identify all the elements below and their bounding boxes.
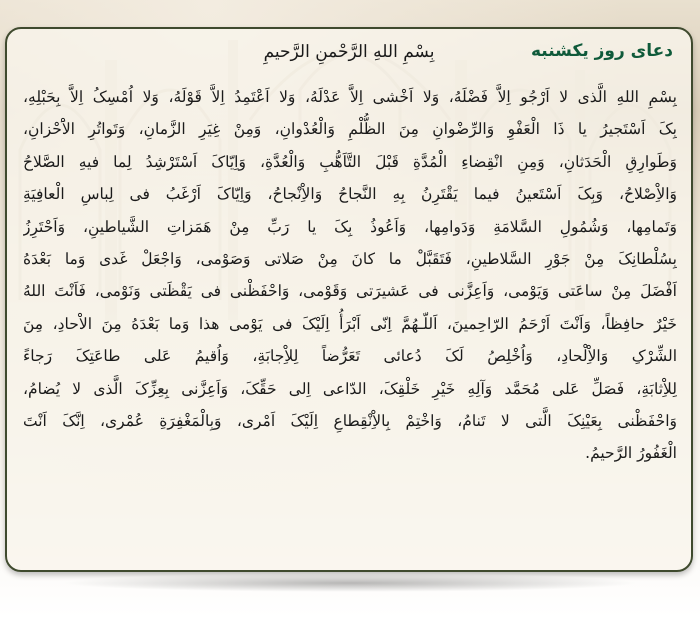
prayer-line: خَیْرٌ حافِظاً، وَاَنْتَ اَرْحَمُ الرّاحِمینَ، اَللّـهُمَّ اِنّی اَبْرَأُ اِلَیْکَ فی یَوْمی هذا وَما بَعْدَهُ مِنَ الاْحادِ، مِنَ — [23, 314, 677, 333]
prayer-line: وَالاِْصْلاحُ، وَبِکَ اَسْتَعینُ فیما یَقْتَرِنُ بِهِ النَّجاحُ وَالاِْنْجاحُ، وَاِیّاکَ اَرْغَبُ فی لِباسِ الْعافِیَةِ — [23, 185, 677, 204]
prayer-line: وَطَوارِقِ الْحَدَثانِ، وَمِنِ انْقِضاءِ الْمُدَّةِ قَبْلَ التَّاَهُّبِ وَالْعُدَّةِ، وَاِیّاکَ اَسْتَرْشِدُ لِما فیهِ الصَّلاحُ — [23, 152, 677, 171]
panel-shadow — [60, 574, 640, 592]
prayer-line: وَتَمامِها، وَشُمُولِ السَّلامَةِ وَدَوامِها، وَاَعُوذُ بِکَ یا رَبِّ مِنْ هَمَزاتِ الشَّیاطینِ، وَاَحْتَرِزُ — [23, 217, 677, 236]
prayer-line: بِسُلْطانِکَ مِنْ جَوْرِ السَّلاطینِ، فَتَقَبَّلْ ما کانَ مِنْ صَلاتی وَصَوْمی، وَاجْعَلْ غَدی وَما بَعْدَهُ — [23, 249, 677, 268]
prayer-panel — [5, 27, 693, 572]
prayer-line: الشِّرْکِ وَالاِْلْحادِ، وَاُخْلِصُ لَکَ دُعائی تَعَرُّضاً لِلاِْجابَةِ، وَاُقیمُ عَلی طاعَتِکَ رَجاءً — [23, 347, 677, 366]
prayer-line: الْغَفُورُ الرَّحیمُ. — [585, 444, 677, 463]
prayer-line: وَاحْفَظْنی بِعَیْنِکَ الَّتی لا تَنامُ، وَاخْتِمْ بِالاِْنْقِطاعِ اِلَیْکَ اَمْری، وَبِالْمَغْفِرَةِ عُمْری، اِنَّکَ اَنْتَ — [23, 411, 677, 430]
prayer-line: بِکَ اَسْتَجیرُ یا ذَا الْعَفْوِ وَالرِّضْوانِ مِنَ الظُّلْمِ وَالْعُدْوانِ، وَمِنْ غِیَرِ الزَّمانِ، وَتَواتُرِ الاَْحْزانِ، — [23, 120, 677, 139]
basmala-heading: بِسْمِ اللهِ الرَّحْمنِ الرَّحیمِ — [263, 42, 435, 62]
prayer-line: لِلاِْثابَةِ، فَصَلِّ عَلی مُحَمَّد وَآلِهِ خَیْرِ خَلْقِکَ، الدّاعی اِلی حَقِّکَ، وَاَعِزَّنی بِعِزِّکَ الَّذی لا یُضامُ، — [23, 379, 677, 398]
prayer-line: بِسْمِ اللهِ الَّذی لا اَرْجُو اِلاَّ فَضْلَهُ، وَلا اَخْشی اِلاَّ عَدْلَهُ، وَلا اَعْتَمِدُ اِلاَّ قَوْلَهُ، وَلا اُمْسِکُ اِلاَّ بِحَبْلِهِ، — [23, 88, 677, 106]
page-title: دعای روز یکشنبه — [530, 41, 673, 61]
prayer-text — [23, 81, 677, 470]
prayer-line: اَفْضَلَ مِنْ ساعَتی وَیَوْمی، وَاَعِزَّنی فی عَشیرَتی وَقَوْمی، وَاحْفَظْنی فی یَقْظَتی وَنَوْمی، فَاَنْتَ اللهُ — [23, 282, 677, 301]
